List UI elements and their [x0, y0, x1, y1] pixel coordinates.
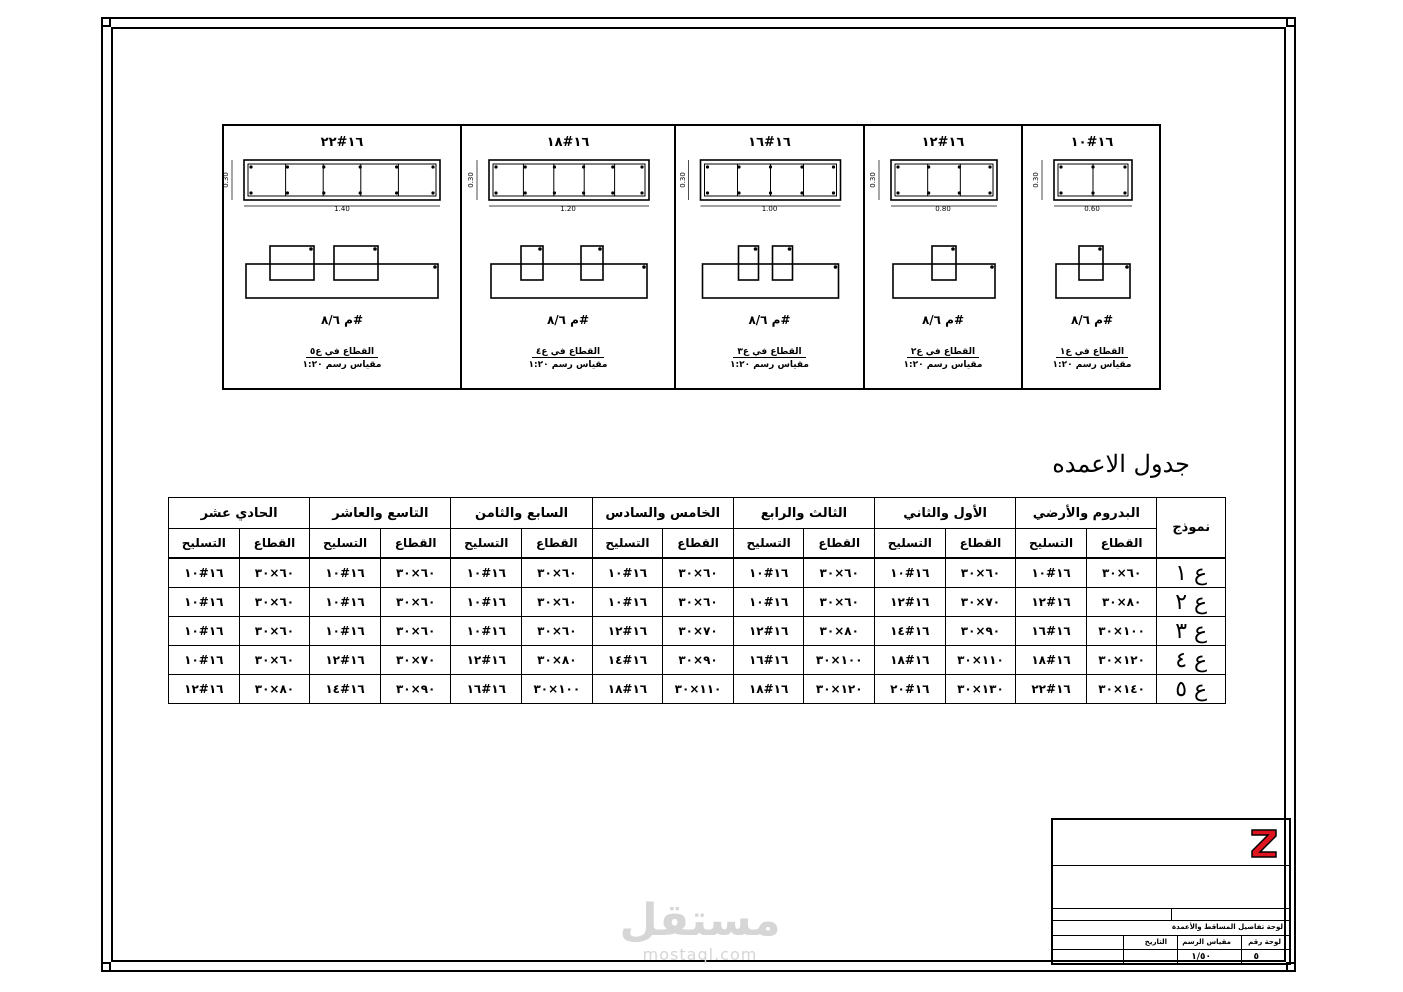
columns-schedule-table [168, 497, 1226, 704]
rebar-cell: ١٦#١٠ [310, 588, 381, 617]
table-row [169, 646, 1226, 675]
rebar-cell: ١٦#١٠ [169, 617, 240, 646]
section-subheader: القطاع [663, 529, 734, 559]
table-title: جدول الاعمده [1052, 450, 1190, 478]
column-type-cell: ع ٢ [1157, 588, 1226, 617]
watermark-latin: mostaql.com [642, 945, 758, 964]
rebar-cell: ١٦#١٤ [592, 646, 663, 675]
section-scale: مقياس رسم ١:٢٠ [528, 360, 608, 370]
section-cell: ٧٠×٣٠ [380, 646, 451, 675]
floor-group-header: الأول والثاني [875, 498, 1016, 529]
rebar-cell: ١٦#١٠ [451, 588, 522, 617]
frame-corner [101, 17, 111, 27]
floor-group-header: الثالث والرابع [733, 498, 874, 529]
rebar-cell: ١٦#١٠ [310, 558, 381, 588]
rebar-cell: ١٦#١٢ [875, 588, 946, 617]
rebar-subheader: التسليح [1016, 529, 1087, 559]
sheet-number: ٥ [1253, 952, 1259, 962]
rebar-cell: ١٦#١٠ [169, 646, 240, 675]
title-block [1051, 818, 1291, 965]
section-width-dim: 0.80 [935, 205, 951, 213]
section-cell: ٨٠×٣٠ [804, 617, 875, 646]
section-rebar-title: ١٦#١٠ [1070, 135, 1114, 150]
column-type-cell: ع ٣ [1157, 617, 1226, 646]
section-subheader: القطاع [380, 529, 451, 559]
rebar-subheader: التسليح [592, 529, 663, 559]
section-caption: القطاع في ع٣ [676, 347, 863, 357]
rebar-cell: ١٦#١٢ [310, 646, 381, 675]
section-rebar-title: ١٦#١٢ [921, 135, 965, 150]
rebar-cell: ١٦#١٦ [1016, 617, 1087, 646]
rebar-cell: ١٦#١٠ [169, 588, 240, 617]
rebar-cell: ١٦#١٢ [1016, 588, 1087, 617]
rebar-cell: ١٦#١٦ [733, 646, 804, 675]
column-section-panel [460, 126, 674, 388]
section-subheader: القطاع [239, 529, 310, 559]
section-cell: ١٢٠×٣٠ [804, 675, 875, 704]
watermark-arabic: مستقل [619, 895, 781, 946]
section-cell: ١١٠×٣٠ [663, 675, 734, 704]
sheet-title: لوحة تفاصيل المساقط والأعمدة [1172, 923, 1283, 931]
section-cell: ٦٠×٣٠ [239, 646, 310, 675]
rebar-cell: ١٦#١٠ [310, 617, 381, 646]
section-width-dim: 1.40 [334, 205, 350, 213]
rebar-cell: ١٦#١٠ [592, 558, 663, 588]
table-row [169, 675, 1226, 704]
rebar-cell: ١٦#٢٢ [1016, 675, 1087, 704]
rebar-cell: ١٦#١٨ [733, 675, 804, 704]
section-cell: ٦٠×٣٠ [945, 558, 1016, 588]
section-cell: ٦٠×٣٠ [522, 558, 593, 588]
section-height-dim: 0.30 [1031, 172, 1040, 188]
section-cell: ٦٠×٣٠ [239, 588, 310, 617]
table-row [169, 588, 1226, 617]
section-cell: ١٣٠×٣٠ [945, 675, 1016, 704]
floor-group-header: البدروم والأرضي [1016, 498, 1157, 529]
section-subheader: القطاع [1086, 529, 1157, 559]
section-caption: القطاع في ع٢ [865, 347, 1021, 357]
section-cell: ٩٠×٣٠ [663, 646, 734, 675]
rebar-cell: ١٦#١٠ [1016, 558, 1087, 588]
section-ties-label: م ٨/٦# [921, 313, 965, 327]
rebar-cell: ١٦#١٨ [875, 646, 946, 675]
section-cell: ٦٠×٣٠ [663, 558, 734, 588]
scale-value: ١/٥٠ [1191, 952, 1211, 962]
section-cell: ١٠٠×٣٠ [1086, 617, 1157, 646]
section-caption: القطاع في ع٤ [462, 347, 674, 357]
section-cell: ١٠٠×٣٠ [522, 675, 593, 704]
rebar-subheader: التسليح [733, 529, 804, 559]
type-header: نموذج [1157, 498, 1226, 559]
rebar-cell: ١٦#١٠ [875, 558, 946, 588]
section-cell: ١١٠×٣٠ [945, 646, 1016, 675]
rebar-cell: ١٦#١٨ [1016, 646, 1087, 675]
section-ties-label: م ٨/٦# [320, 313, 364, 327]
frame-corner [101, 962, 111, 972]
section-width-dim: 1.20 [560, 205, 576, 213]
frame-corner [1286, 17, 1296, 27]
table-row [169, 558, 1226, 588]
section-rebar-title: ١٦#٢٢ [320, 135, 364, 150]
column-section-panel [1021, 126, 1161, 388]
section-cell: ٦٠×٣٠ [804, 558, 875, 588]
column-section-panel [674, 126, 863, 388]
table-row [169, 617, 1226, 646]
section-cell: ٦٠×٣٠ [522, 617, 593, 646]
section-cell: ٦٠×٣٠ [380, 558, 451, 588]
rebar-cell: ١٦#٢٠ [875, 675, 946, 704]
section-cell: ١٠٠×٣٠ [804, 646, 875, 675]
rebar-cell: ١٦#١٢ [592, 617, 663, 646]
floor-group-header: السابع والثامن [451, 498, 592, 529]
label-date: التاريخ [1144, 938, 1167, 946]
section-cell: ٨٠×٣٠ [522, 646, 593, 675]
section-subheader: القطاع [522, 529, 593, 559]
section-cell: ٧٠×٣٠ [663, 617, 734, 646]
section-ties-label: م ٨/٦# [1070, 313, 1114, 327]
rebar-cell: ١٦#١٠ [169, 558, 240, 588]
floor-group-header: الخامس والسادس [592, 498, 733, 529]
column-type-cell: ع ٥ [1157, 675, 1226, 704]
rebar-cell: ١٦#١٠ [733, 588, 804, 617]
section-scale: مقياس رسم ١:٢٠ [302, 360, 382, 370]
rebar-cell: ١٦#١٦ [451, 675, 522, 704]
section-cell: ٦٠×٣٠ [804, 588, 875, 617]
rebar-subheader: التسليح [310, 529, 381, 559]
section-scale: مقياس رسم ١:٢٠ [730, 360, 809, 370]
rebar-cell: ١٦#١٠ [451, 617, 522, 646]
section-height-dim: 0.30 [678, 172, 687, 188]
section-rebar-title: ١٦#١٦ [748, 135, 791, 150]
z-logo-icon [1249, 826, 1279, 860]
section-width-dim: 1.00 [761, 205, 778, 213]
rebar-cell: ١٦#١٨ [592, 675, 663, 704]
label-scale: مقياس الرسم [1182, 938, 1231, 946]
rebar-subheader: التسليح [169, 529, 240, 559]
section-height-dim: 0.30 [466, 172, 475, 188]
label-sheet-no: لوحة رقم [1248, 938, 1281, 946]
rebar-cell: ١٦#١٤ [310, 675, 381, 704]
rebar-cell: ١٦#١٢ [451, 646, 522, 675]
section-cell: ٨٠×٣٠ [239, 675, 310, 704]
section-ties-label: م ٨/٦# [546, 313, 590, 327]
section-subheader: القطاع [945, 529, 1016, 559]
section-cell: ٨٠×٣٠ [1086, 588, 1157, 617]
column-type-cell: ع ٤ [1157, 646, 1226, 675]
section-caption: القطاع في ع٥ [224, 347, 460, 357]
section-subheader: القطاع [804, 529, 875, 559]
column-section-panel [863, 126, 1021, 388]
section-height-dim: 0.30 [868, 172, 877, 188]
rebar-cell: ١٦#١٠ [733, 558, 804, 588]
rebar-cell: ١٦#١٤ [875, 617, 946, 646]
rebar-cell: ١٦#١٢ [169, 675, 240, 704]
section-cell: ٦٠×٣٠ [380, 617, 451, 646]
section-scale: مقياس رسم ١:٢٠ [1052, 360, 1132, 370]
section-cell: ٦٠×٣٠ [239, 617, 310, 646]
column-section-panel [221, 126, 460, 388]
section-rebar-title: ١٦#١٨ [546, 135, 590, 150]
rebar-cell: ١٦#١٢ [733, 617, 804, 646]
section-cell: ١٤٠×٣٠ [1086, 675, 1157, 704]
section-ties-label: م ٨/٦# [748, 313, 791, 327]
floor-group-header: الحادي عشر [169, 498, 310, 529]
column-type-cell: ع ١ [1157, 558, 1226, 588]
section-cell: ٩٠×٣٠ [380, 675, 451, 704]
section-cell: ٦٠×٣٠ [380, 588, 451, 617]
column-sections-panel [222, 124, 1161, 390]
rebar-subheader: التسليح [451, 529, 522, 559]
rebar-cell: ١٦#١٠ [592, 588, 663, 617]
floor-group-header: التاسع والعاشر [310, 498, 451, 529]
section-cell: ٩٠×٣٠ [945, 617, 1016, 646]
rebar-subheader: التسليح [875, 529, 946, 559]
section-cell: ٦٠×٣٠ [1086, 558, 1157, 588]
section-height-dim: 0.30 [221, 172, 230, 188]
section-cell: ٦٠×٣٠ [239, 558, 310, 588]
section-cell: ٧٠×٣٠ [945, 588, 1016, 617]
section-caption: القطاع في ع١ [1023, 347, 1161, 357]
section-scale: مقياس رسم ١:٢٠ [903, 360, 983, 370]
section-cell: ١٢٠×٣٠ [1086, 646, 1157, 675]
rebar-cell: ١٦#١٠ [451, 558, 522, 588]
section-width-dim: 0.60 [1084, 205, 1100, 213]
section-cell: ٦٠×٣٠ [522, 588, 593, 617]
section-cell: ٦٠×٣٠ [663, 588, 734, 617]
